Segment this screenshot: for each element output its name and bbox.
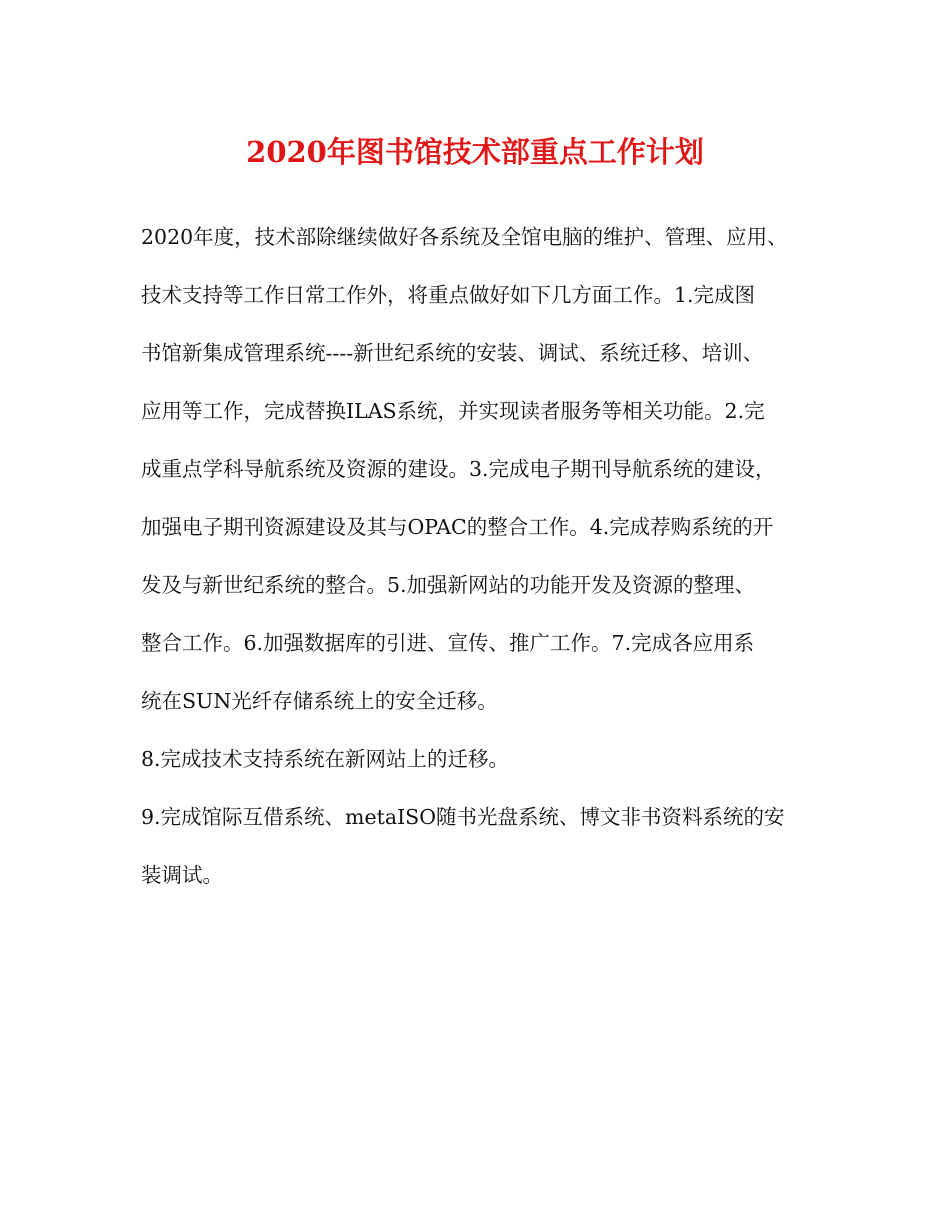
body-line: 加强电子期刊资源建设及其与OPAC的整合工作。4.完成荐购系统的开 xyxy=(141,515,774,539)
document-body xyxy=(141,208,821,904)
document-title: 2020年图书馆技术部重点工作计划 xyxy=(246,135,704,169)
body-line: 2020年度，技术部除继续做好各系统及全馆电脑的维护、管理、应用、 xyxy=(141,225,788,249)
body-line: 装调试。 xyxy=(141,863,223,887)
body-line: 技术支持等工作日常工作外，将重点做好如下几方面工作。1.完成图 xyxy=(141,283,756,307)
body-line: 9.完成馆际互借系统、metaISO随书光盘系统、博文非书资料系统的安 xyxy=(141,805,785,829)
body-line: 应用等工作，完成替换ILAS系统，并实现读者服务等相关功能。2.完 xyxy=(141,399,765,423)
body-line: 统在SUN光纤存储系统上的安全迁移。 xyxy=(141,689,498,713)
body-line: 成重点学科导航系统及资源的建设。3.完成电子期刊导航系统的建设， xyxy=(141,457,776,481)
body-line: 整合工作。6.加强数据库的引进、宣传、推广工作。7.完成各应用系 xyxy=(141,631,755,655)
body-line: 8.完成技术支持系统在新网站上的迁移。 xyxy=(141,747,510,771)
body-line: 发及与新世纪系统的整合。5.加强新网站的功能开发及资源的整理、 xyxy=(141,573,756,597)
body-line: 书馆新集成管理系统----新世纪系统的安装、调试、系统迁移、培训、 xyxy=(141,341,764,365)
